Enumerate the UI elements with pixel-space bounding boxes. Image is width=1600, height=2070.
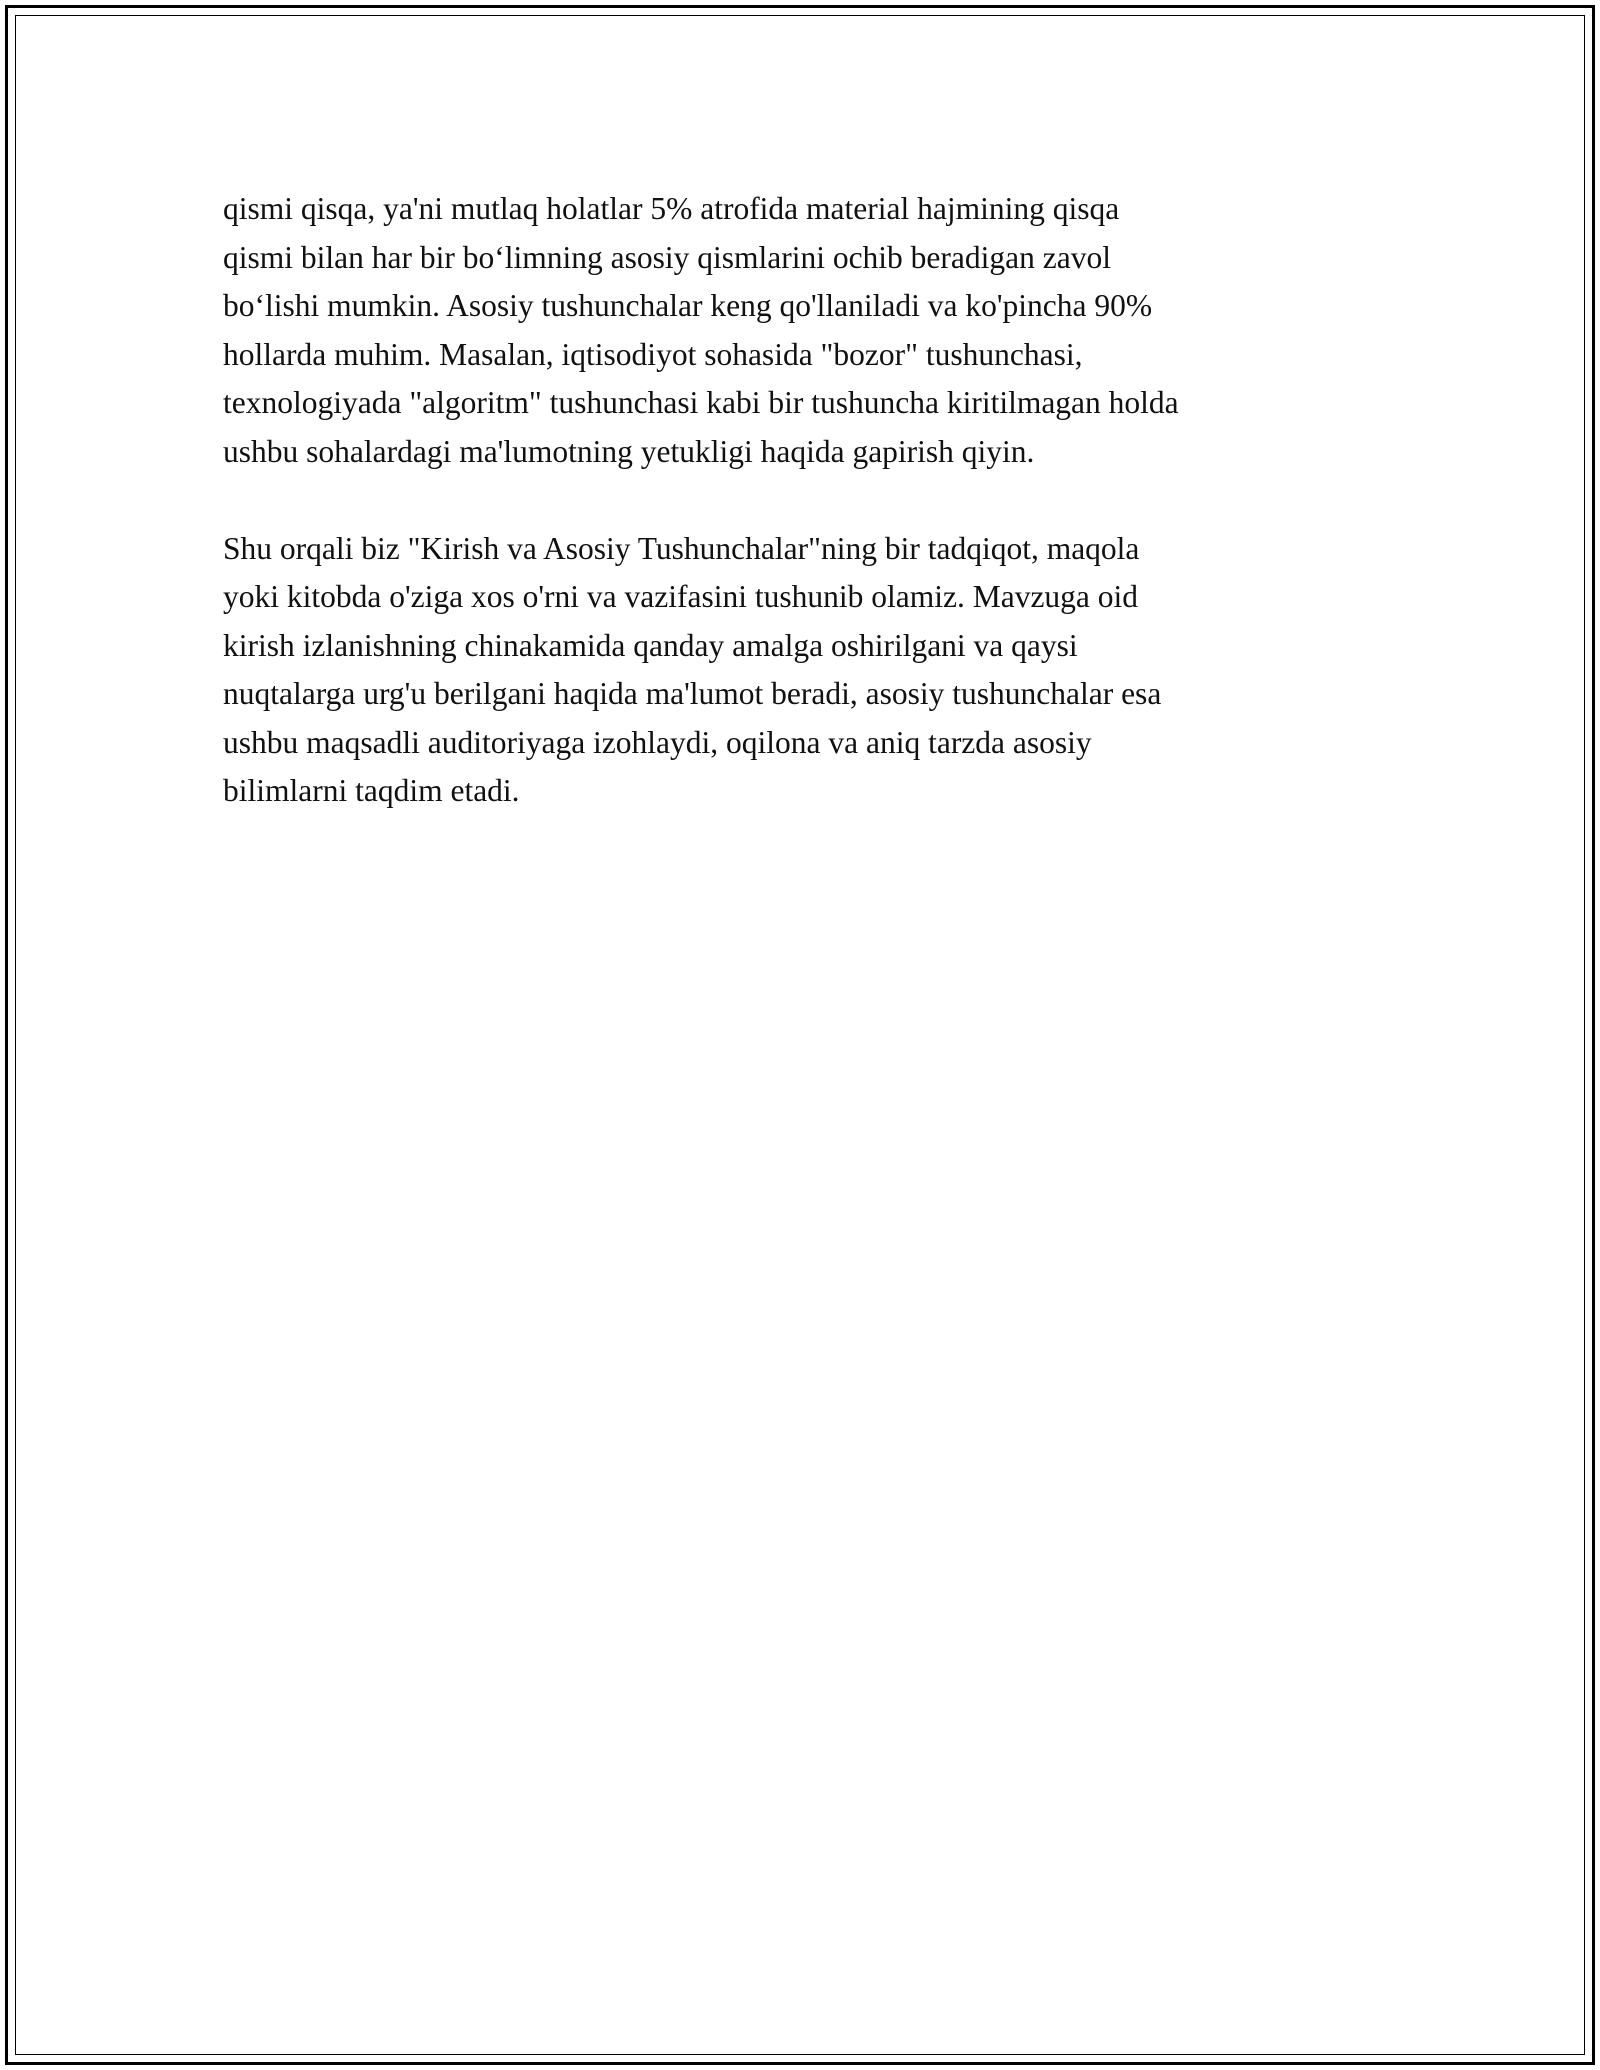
document-body — [223, 185, 1363, 816]
paragraph-1: qismi qisqa, ya'ni mutlaq holatlar 5% atrofida material hajmining qisqa qismi bilan har bir bo‘limning asosiy qismlarini ochib beradigan zavol bo‘lishi mumkin. Asosiy tushunchalar keng qo'llaniladi va ko'pincha 90% hollarda muhim. Masalan, iqtisodiyot sohasida "bozor" tushunchasi, texnologiyada "algoritm" tushunchasi kabi bir tushuncha kiritilmagan holda ushbu sohalardagi ma'lumotning yetukligi haqida gapirish qiyin. — [223, 191, 1179, 469]
paragraph-2: Shu orqali biz "Kirish va Asosiy Tushunchalar"ning bir tadqiqot, maqola yoki kitobda o'ziga xos o'rni va vazifasini tushunib olamiz. Mavzuga oid kirish izlanishning chinakamida qanday amalga oshirilgani va qaysi nuqtalarga urg'u berilgani haqida ma'lumot beradi, asosiy tushunchalar esa ushbu maqsadli auditoriyaga izohlaydi, oqilona va aniq tarzda asosiy bilimlarni taqdim etadi. — [223, 530, 1162, 808]
